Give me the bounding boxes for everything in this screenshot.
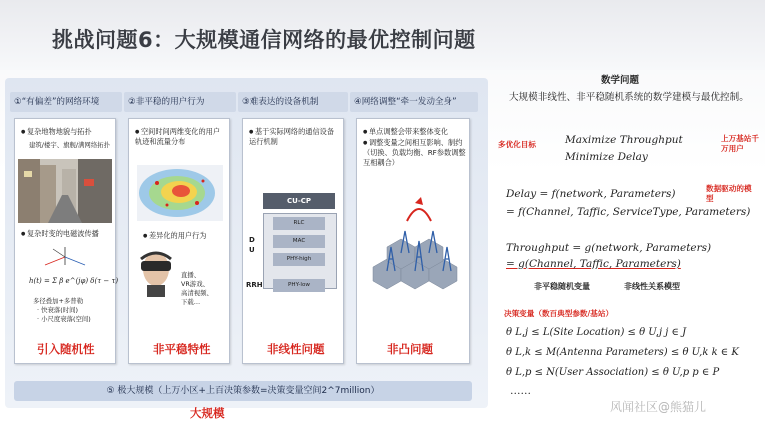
label-nonlinear: 非线性问题 (267, 342, 325, 356)
stack-mac: MAC (273, 235, 325, 248)
card2-bullet1: ● 空间时间两维变化的用户轨迹和流量分布 (135, 127, 227, 147)
delay-model-line1: Delay = f(network, Parameters) (506, 188, 676, 200)
throughput-model-line2: = g(Channel, Taffic, Parameters) (506, 258, 681, 270)
multi-goal-label: 多优化目标 (498, 140, 536, 149)
rrh-label: RRH (246, 281, 263, 289)
card1-bullet1: ● 复杂地物地貌与拓扑 (21, 127, 113, 137)
column-head-1: ①“有偏差”的网络环境 (10, 92, 122, 112)
label-nonstationary: 非平稳特性 (153, 342, 211, 356)
data-driven-label: 数据驱动的模型 (706, 184, 752, 203)
constraint-ellipsis: …… (510, 385, 531, 397)
behavior-item-3: 高清视频、 (181, 289, 213, 297)
column-head-2: ②非平稳的用户行为 (124, 92, 236, 112)
card-network-environment (14, 118, 119, 364)
nonlinear-model-label: 非线性关系模型 (624, 282, 680, 291)
card4-bullet2: ● 调整变量之间相互影响、制约（切换、负载均衡、RF参数调整互相耦合） (363, 138, 467, 168)
behavior-item-4: 下载… (181, 298, 201, 306)
traffic-heatmap-icon (137, 165, 223, 221)
svg-text:h(t) = Σ β e^(jφ) δ(τ − τ): h(t) = Σ β e^(jφ) δ(τ − τ) (29, 277, 119, 285)
nonstationary-variable-label: 非平稳随机变量 (534, 282, 590, 291)
throughput-model-line1: Throughput = g(network, Parameters) (506, 242, 712, 254)
delay-model-line2: = f(Channel, Taffic, ServiceType, Parameters) (506, 206, 751, 218)
vr-user-icon (135, 247, 177, 297)
page-title: 挑战问题6：大规模通信网络的最优控制问题 (52, 28, 476, 52)
maximize-objective: Maximize Throughput (565, 134, 683, 146)
behavior-item-2: VR游戏、 (181, 280, 209, 288)
propagation-diagram-icon (25, 243, 119, 291)
card1-note3: · 快衰落(时间) (37, 306, 79, 314)
street-photo-icon (18, 159, 112, 223)
constraint-site-location: θ L,j ≤ L(Site Location) ≤ θ U,j j ∈ J (506, 327, 687, 338)
card1-note4: · 小尺度衰落(空间) (37, 315, 91, 323)
card-device-mechanism (242, 118, 344, 364)
scale-bar: ⑤ 极大规模（上万小区+上百决策参数=决策变量空间2^7million） (14, 381, 472, 401)
card3-bullet1: ● 基于实际网络的通信设备运行机制 (249, 127, 341, 147)
math-problem-description: 大规模非线性、非平稳随机系统的数学建模与最优控制。 (509, 92, 749, 103)
stack-phy-low: PHY-low (273, 279, 325, 292)
behavior-item-1: 直播、 (181, 271, 201, 279)
scale-note: 上万基站千万用户 (721, 134, 759, 153)
label-nonconvex: 非凸问题 (387, 342, 433, 356)
minimize-objective: Minimize Delay (565, 151, 648, 163)
decision-variable-label: 决策变量（数百典型参数/基站） (504, 309, 614, 318)
card2-bullet2: ● 差异化的用户行为 (143, 231, 227, 241)
card4-bullet1: ● 单点调整会带来整体变化 (363, 127, 467, 137)
label-large-scale: 大规模 (190, 406, 225, 420)
stack-rlc: RLC (273, 217, 325, 230)
stack-phy-high: PHY-high (273, 253, 325, 266)
constraint-antenna-parameters: θ L,k ≤ M(Antenna Parameters) ≤ θ U,k k ∈ K (506, 347, 739, 358)
stack-cu-cp: CU-CP (263, 193, 335, 209)
watermark: 风闻社区@熊猫儿 (610, 400, 707, 414)
label-randomness: 引入随机性 (37, 342, 95, 356)
tower-network-icon (363, 197, 463, 293)
card1-note1: 建筑/楼宇、旗舰/满网络拓扑 (29, 141, 110, 149)
card1-bullet2: ● 复杂时变的电磁波传播 (21, 229, 113, 239)
constraint-user-association: θ L,p ≤ N(User Association) ≤ θ U,p p ∈ P (506, 367, 720, 378)
du-label: D U (249, 236, 255, 254)
column-head-4: ④网络调整“牵一发动全身” (350, 92, 478, 112)
column-head-3: ③难表达的设备机制 (238, 92, 348, 112)
card1-note2: 多径叠加+多普勒 (33, 297, 84, 305)
math-problem-heading: 数学问题 (601, 75, 640, 86)
card-user-behavior (128, 118, 230, 364)
card-network-adjustment (356, 118, 470, 364)
